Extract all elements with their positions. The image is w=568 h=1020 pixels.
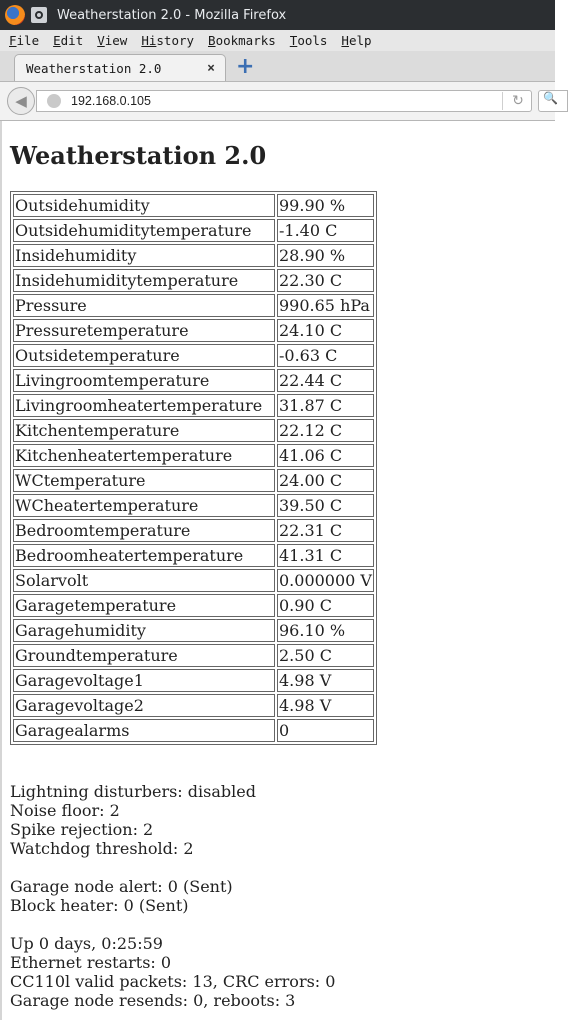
back-icon[interactable]: ◀ <box>7 87 35 115</box>
reading-value: 0.90 C <box>277 594 374 617</box>
block-heater: Block heater: 0 (Sent) <box>10 896 189 915</box>
tab-bar <box>0 51 555 82</box>
reading-label: Pressuretemperature <box>13 319 275 342</box>
table-row <box>13 369 374 392</box>
watchdog-threshold: Watchdog threshold: 2 <box>10 839 194 858</box>
table-row <box>13 444 374 467</box>
table-row <box>13 294 374 317</box>
reading-value: 28.90 % <box>277 244 374 267</box>
table-row <box>13 519 374 542</box>
reading-value: 0.000000 V <box>279 571 372 590</box>
reading-label: Outsidetemperature <box>13 344 275 367</box>
menu-file[interactable]: File <box>9 33 40 48</box>
reading-value: -1.40 C <box>277 219 374 242</box>
table-row <box>13 594 374 617</box>
reading-value: 22.12 C <box>277 419 374 442</box>
reading-label: Garagevoltage2 <box>13 694 275 717</box>
reading-value: 24.10 C <box>277 319 374 342</box>
reading-label: Bedroomheatertemperature <box>13 544 275 567</box>
reading-label: Livingroomheatertemperature <box>13 394 275 417</box>
menu-bookmarks[interactable]: Bookmarks <box>208 33 276 48</box>
close-tab-icon[interactable]: × <box>207 60 215 76</box>
table-row <box>13 669 374 692</box>
table-row <box>13 194 374 217</box>
table-row <box>13 394 374 417</box>
reading-label: Solarvolt <box>13 569 275 592</box>
reading-value: 4.98 V <box>277 694 374 717</box>
table-row <box>13 494 374 517</box>
reading-value: 4.98 V <box>277 669 374 692</box>
reading-value: 22.31 C <box>277 519 374 542</box>
reading-value: 41.31 C <box>277 544 374 567</box>
page-title: Weatherstation 2.0 <box>10 141 267 170</box>
table-row <box>13 644 374 667</box>
reading-label: Kitchentemperature <box>13 419 275 442</box>
navigation-bar <box>0 82 558 121</box>
reading-label: Insidehumidity <box>13 244 275 267</box>
table-row <box>13 544 374 567</box>
new-tab-icon[interactable]: + <box>236 54 255 79</box>
search-icon[interactable]: 🔍 <box>538 90 568 112</box>
table-row <box>13 219 374 242</box>
menu-history[interactable]: History <box>141 33 195 48</box>
reading-value: 24.00 C <box>277 469 374 492</box>
tab-title: Weatherstation 2.0 <box>26 60 162 76</box>
content-border <box>0 121 2 1020</box>
url-text[interactable]: 192.168.0.105 <box>71 94 151 108</box>
reading-label: WCtemperature <box>13 469 275 492</box>
menu-bar <box>0 30 555 51</box>
reading-label: Pressure <box>13 294 275 317</box>
table-row <box>13 469 374 492</box>
table-row <box>13 719 374 742</box>
reading-label: Kitchenheatertemperature <box>13 444 275 467</box>
table-row <box>13 619 374 642</box>
menu-view[interactable]: View <box>97 33 128 48</box>
garage-node-alert: Garage node alert: 0 (Sent) <box>10 877 233 896</box>
status-info <box>10 782 335 1010</box>
cc1101-packets: CC110l valid packets: 13, CRC errors: 0 <box>10 972 336 991</box>
menu-edit[interactable]: Edit <box>53 33 84 48</box>
reading-label: Outsidehumidity <box>13 194 275 217</box>
reading-value: 22.30 C <box>277 269 374 292</box>
reading-value: 99.90 % <box>277 194 374 217</box>
reading-label: Livingroomtemperature <box>13 369 275 392</box>
window-menu-icon[interactable] <box>31 7 47 23</box>
window-title: Weatherstation 2.0 - Mozilla Firefox <box>57 7 287 23</box>
reading-label: Groundtemperature <box>13 644 275 667</box>
site-identity-icon[interactable] <box>47 94 61 108</box>
window-titlebar <box>0 0 555 30</box>
readings-table <box>10 191 377 745</box>
page-content <box>0 121 555 1020</box>
url-bar[interactable] <box>36 90 532 112</box>
reading-value: 39.50 C <box>277 494 374 517</box>
table-row <box>13 244 374 267</box>
reading-label: Garagevoltage1 <box>13 669 275 692</box>
tab-weatherstation[interactable] <box>14 54 226 81</box>
table-row <box>13 269 374 292</box>
reading-label: Outsidehumiditytemperature <box>13 219 275 242</box>
url-separator <box>502 92 503 110</box>
table-row <box>13 419 374 442</box>
reading-value: 31.87 C <box>277 394 374 417</box>
noise-floor: Noise floor: 2 <box>10 801 120 820</box>
table-row <box>13 344 374 367</box>
reading-label: WCheatertemperature <box>13 494 275 517</box>
garage-node-resends: Garage node resends: 0, reboots: 3 <box>10 991 296 1010</box>
reading-label: Bedroomtemperature <box>13 519 275 542</box>
uptime: Up 0 days, 0:25:59 <box>10 934 163 953</box>
menu-help[interactable]: Help <box>341 33 372 48</box>
table-row <box>13 569 374 592</box>
table-row <box>13 694 374 717</box>
spike-rejection: Spike rejection: 2 <box>10 820 154 839</box>
reading-label: Insidehumiditytemperature <box>13 269 275 292</box>
reading-value: 0 <box>277 719 374 742</box>
ethernet-restarts: Ethernet restarts: 0 <box>10 953 172 972</box>
menu-tools[interactable]: Tools <box>289 33 328 48</box>
reading-value: 41.06 C <box>277 444 374 467</box>
reading-value: 990.65 hPa <box>277 294 374 317</box>
table-row <box>13 319 374 342</box>
reading-label: Garagehumidity <box>13 619 275 642</box>
firefox-logo-icon <box>5 5 25 25</box>
reading-label: Garagetemperature <box>13 594 275 617</box>
reading-value: 22.44 C <box>277 369 374 392</box>
lightning-disturbers: Lightning disturbers: disabled <box>10 782 256 801</box>
reading-value: -0.63 C <box>277 344 374 367</box>
reload-icon[interactable]: ↻ <box>512 93 524 109</box>
reading-label: Garagealarms <box>13 719 275 742</box>
reading-value: 96.10 % <box>277 619 374 642</box>
reading-value: 2.50 C <box>277 644 374 667</box>
